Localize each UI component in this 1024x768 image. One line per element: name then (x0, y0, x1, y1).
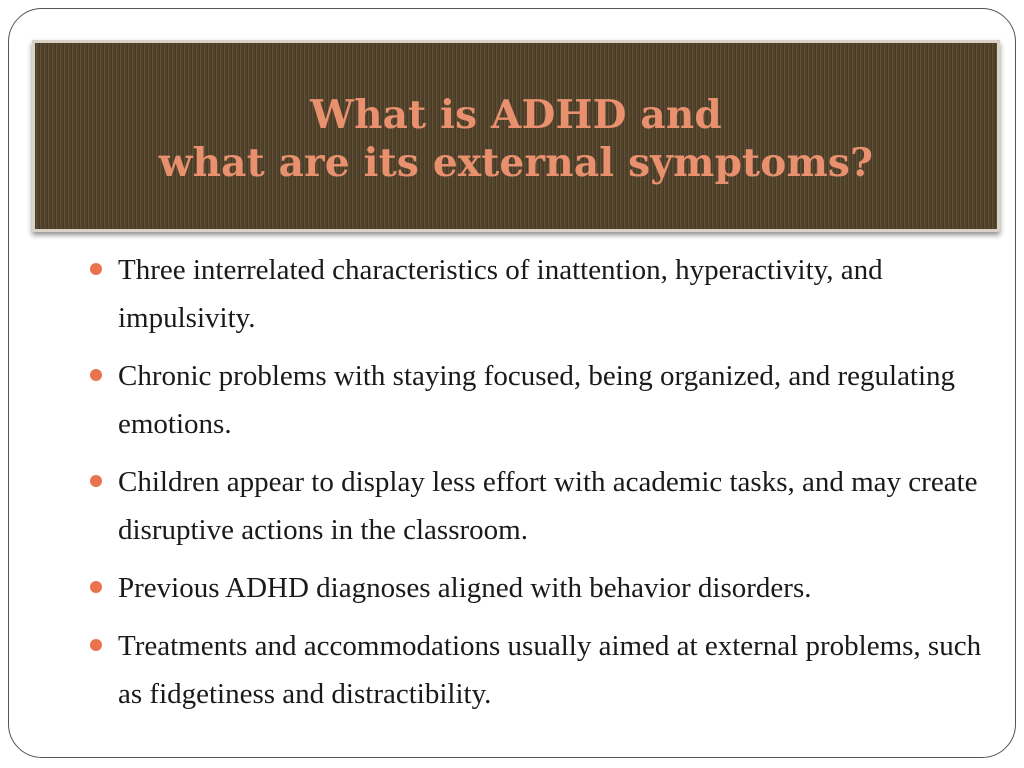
title-line-2: what are its external symptoms? (158, 140, 874, 186)
bullet-text: Treatments and accommodations usually aimed at external problems, such as fidgetiness and distractibility. (118, 630, 982, 710)
bullet-list (86, 246, 1012, 728)
slide-title (35, 91, 997, 187)
bullet-marker-icon (90, 369, 102, 381)
title-line-1: What is ADHD and (310, 92, 722, 138)
bullet-item (86, 564, 1012, 612)
bullet-item (86, 458, 1012, 554)
bullet-marker-icon (90, 639, 102, 651)
bullet-text: Chronic problems with staying focused, being organized, and regulating emotions. (118, 360, 956, 440)
bullet-marker-icon (90, 475, 102, 487)
bullet-marker-icon (90, 581, 102, 593)
bullet-text: Children appear to display less effort with academic tasks, and may create disruptive actions in the classroom. (118, 466, 978, 546)
bullet-text: Previous ADHD diagnoses aligned with behavior disorders. (118, 572, 812, 604)
bullet-item (86, 246, 1012, 342)
bullet-text: Three interrelated characteristics of inattention, hyperactivity, and impulsivity. (118, 254, 883, 334)
title-banner (32, 40, 1000, 232)
bullet-item (86, 622, 1012, 718)
bullet-marker-icon (90, 263, 102, 275)
bullet-item (86, 352, 1012, 448)
